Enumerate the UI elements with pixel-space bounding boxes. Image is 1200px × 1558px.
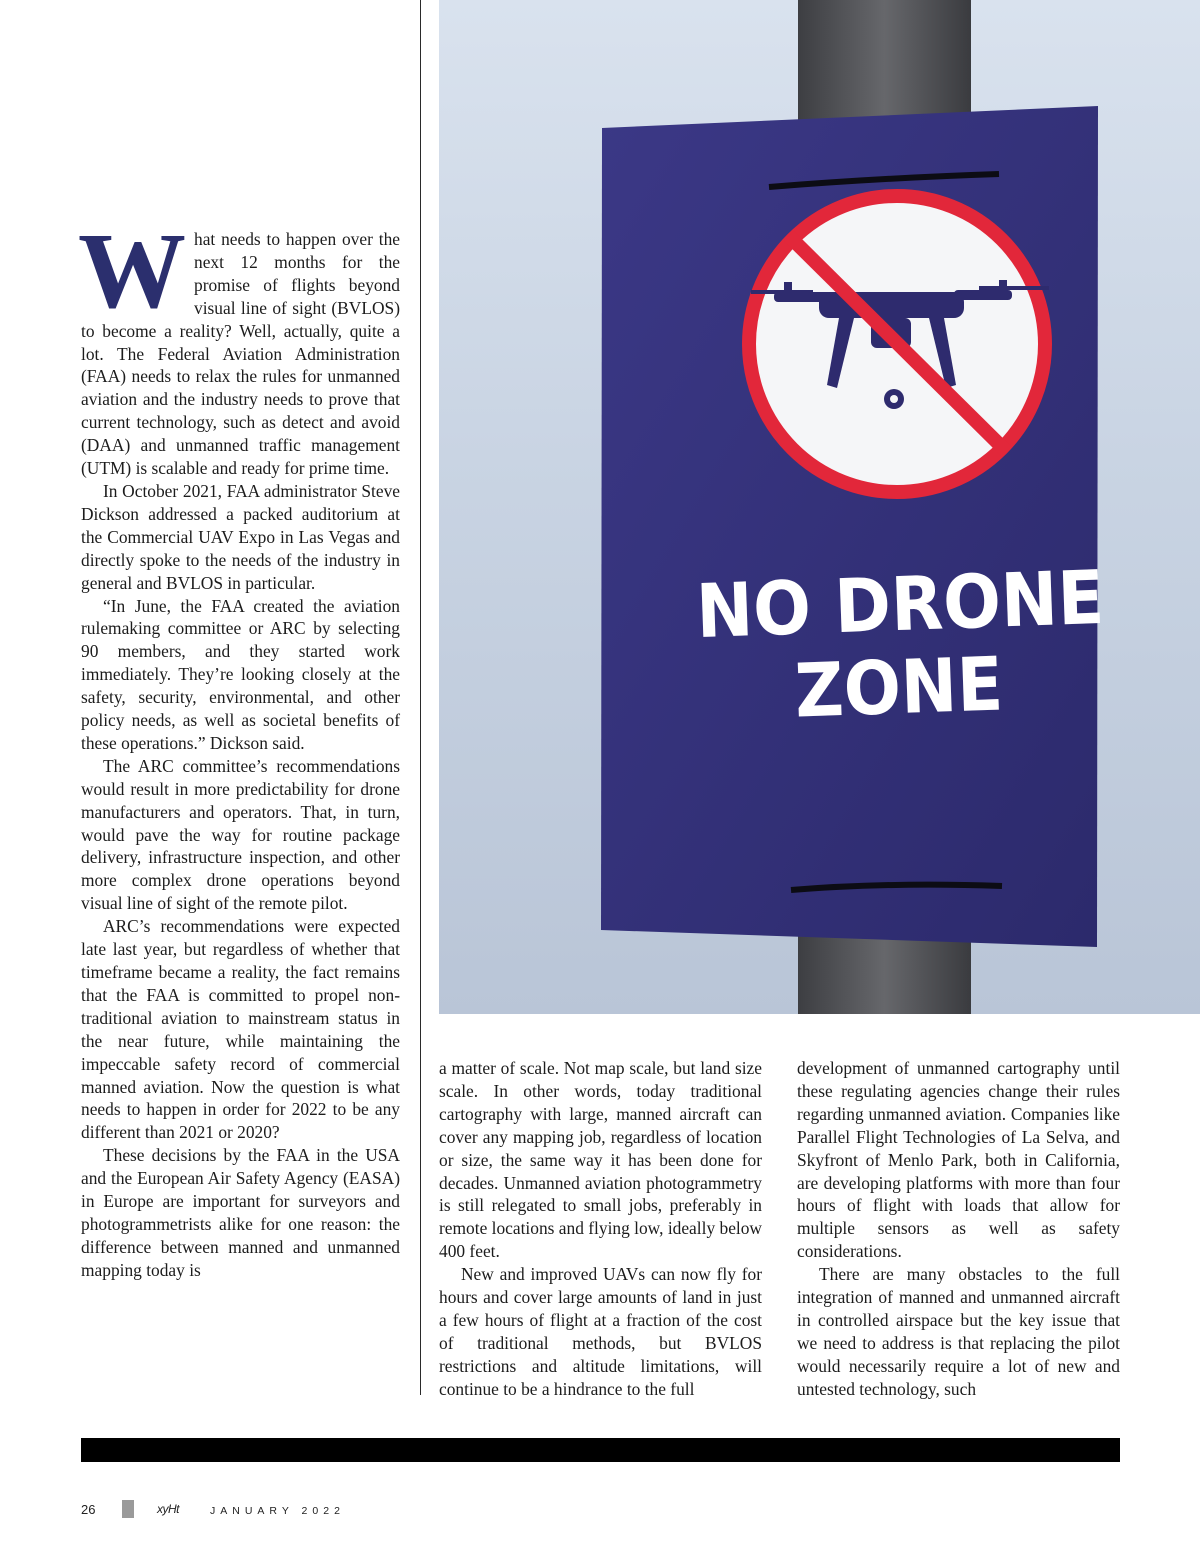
paragraph-10: There are many obstacles to the full integration of manned and unmanned aircraft in controlled airspace but the key issue that we need to address is that replacing the pilot would necessarily require a lot of new and untested technology, such [797,1264,1120,1399]
prohibition-symbol [749,196,1049,492]
paragraph-2: In October 2021, FAA administrator Steve Dickson addressed a packed auditorium at the Commercial UAV Expo in Las Vegas and directly spoke to the needs of the industry in general and BVLOS in particular. [81,480,400,593]
paragraph-1 [78,212,400,480]
paragraph-9: development of unmanned cartography until these regulating agencies change their rules regarding unmanned aviation. Companies like Parallel Flight Technologies of La Selva, and Skyfront of Menlo Park, both in California, are developing platforms with more than four hours of flight with loads that allow for multiple sensors as well as safety considerations. [797,1058,1120,1262]
paragraph-3: “In June, the FAA created the aviation rulemaking committee or ARC by selecting 90 members, and they started work immediately. They’re looking closely at the safety, security, environmental, and other policy needs, as well as societal benefits of these operations.” Dickson said. [81,595,400,753]
sign-text-line1: NO DRONE [694,553,1142,656]
sign-text-line2: ZONE [793,640,1026,735]
folio-marker [122,1500,134,1518]
paragraph-4: The ARC committee’s recommendations would result in more predictability for drone manufacturers and operators. That, in turn, would pave the way for routine package delivery, infrastructure inspection, and other more complex drone operations beyond visual line of sight of the remote pilot. [81,755,400,914]
footer-bar [81,1438,1120,1462]
magazine-name: xyHt [157,1502,179,1516]
photo-illustration [439,0,1200,1014]
page-number: 26 [81,1502,96,1517]
issue-date: JANUARY 2022 [210,1505,345,1517]
drop-cap: W [78,212,186,331]
paragraph-7: a matter of scale. Not map scale, but land size scale. In other words, today traditional cartography with large, manned aircraft can cover any mapping job, regardless of location or size, the same way it has been done for decades. Unmanned aviation photogrammetry is still relegated to small jobs, preferably in remote locations and flying low, ideally below 400 feet. [439,1058,762,1262]
article-column-3 [797,1057,1120,1401]
article-column-1 [78,212,400,1282]
paragraph-8: New and improved UAVs can now fly for hours and cover large amounts of land in just a few hours of flight at a fraction of the cost of traditional methods, but BVLOS restrictions and altitude limitations, will continue to be a hindrance to the full [439,1264,762,1399]
column-rule [420,0,421,1395]
article-column-2 [439,1057,762,1401]
paragraph-5: ARC’s recommendations were expected late last year, but regardless of whether that timeframe became a reality, the fact remains that the FAA is committed to propel non-traditional aviation to mainstream status in the near future, while maintaining the impeccable safety record of commercial manned aviation. Now the question is what needs to happen in order for 2022 to be any different than 2021 or 2020? [81,916,400,1143]
no-drone-zone-photo [439,0,1200,1014]
paragraph-6: These decisions by the FAA in the USA and the European Air Safety Agency (EASA) in Europe are important for surveyors and photogrammetrists alike for one reason: the difference between manned and unmanned mapping today is [81,1145,400,1280]
paragraph-text: hat needs to happen over the next 12 months for the promise of flights beyond visual line of sight (BVLOS) to become a reality? Well, actually, quite a lot. The Federal Aviation Administration (FAA) needs to relax the rules for unmanned aviation and the industry needs to prove that current technology, such as detect and avoid (DAA) and unmanned traffic management (UTM) is scalable and ready for prime time. [81,229,400,479]
